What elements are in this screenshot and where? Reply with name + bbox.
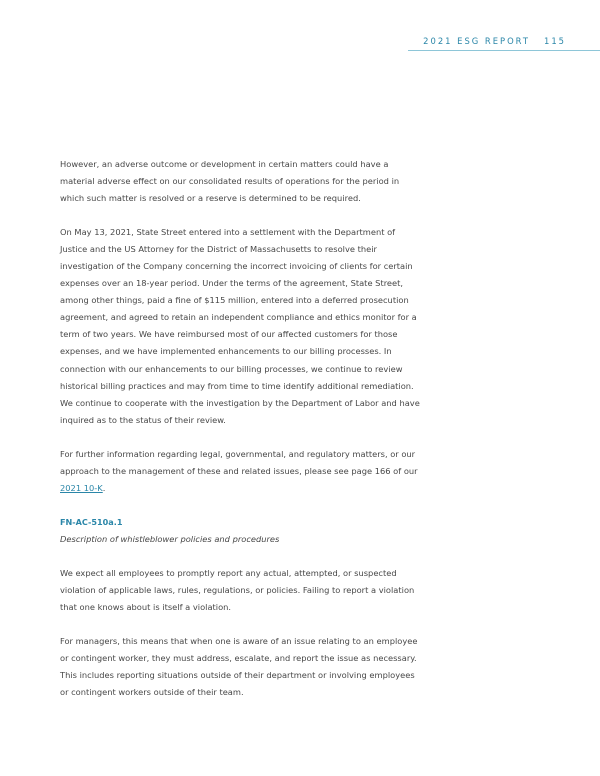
page-header <box>423 36 566 46</box>
page-number: 115 <box>544 36 566 46</box>
header-divider <box>408 50 600 51</box>
section-description: Description of whistleblower policies and procedures <box>60 533 280 544</box>
section-code: FN-AC-510a.1 <box>60 516 123 527</box>
paragraph-managers: For managers, this means that when one is aware of an issue relating to an employee or contingent worker, they must address, escalate, and report the issue as necessary. This includes reporting situations outside of their department or involving employees or contingent workers outside of their team. <box>60 636 418 698</box>
report-title: 2021 ESG REPORT <box>423 36 530 46</box>
further-info-end: . <box>102 482 106 493</box>
paragraph-further-info <box>60 446 420 497</box>
main-content <box>60 156 420 718</box>
further-info-text: For further information regarding legal, governmental, and regulatory matters, or our approach to the management of these and related issues, please see page 166 of our <box>60 448 418 476</box>
paragraph-settlement: On May 13, 2021, State Street entered into a settlement with the Department of Justice and the US Attorney for the District of Massachusetts to resolve their investigation of the Company concerning the incorrect invoicing of clients for certain expenses over an 18-year period. Under the terms of the agreement, State Street, among other things, paid a fine of $115 million, entered into a deferred prosecution agreement, and agreed to retain an independent compliance and ethics monitor for a term of two years. We have reimbursed most of our affected customers for those expenses, and we have implemented enhancements to our billing processes. In connection with our enhancements to our billing processes, we continue to review historical billing practices and may from time to time identify additional remediation. We continue to cooperate with the investigation by the Department of Labor and have inquired as to the status of their review. <box>60 227 420 425</box>
paragraph-adverse-outcome: However, an adverse outcome or development in certain matters could have a material adverse effect on our consolidated results of operations for the period in which such matter is resolved or a reserve is determined to be required. <box>60 159 400 204</box>
10k-report-link[interactable]: 2021 10-K <box>60 482 103 493</box>
paragraph-expectations: We expect all employees to promptly report any actual, attempted, or suspected violation of applicable laws, rules, regulations, or policies. Failing to report a violation that one knows about is itself a violation. <box>60 567 415 613</box>
section-code-line <box>60 514 420 531</box>
